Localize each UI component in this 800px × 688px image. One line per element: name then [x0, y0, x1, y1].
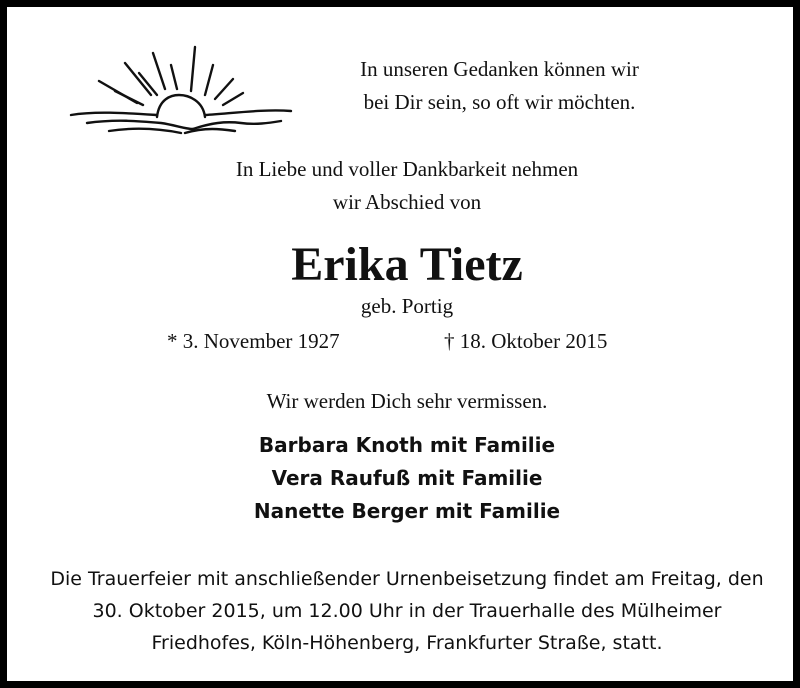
quote	[307, 53, 692, 119]
quote-line-2: bei Dir sein, so oft wir möchten.	[363, 90, 636, 114]
mourner: Barbara Knoth mit Familie	[258, 433, 556, 457]
funeral-line-1: Die Trauerfeier mit anschließender Urnenbeisetzung findet am Freitag, den	[50, 568, 764, 590]
farewell-message: Wir werden Dich sehr vermissen.	[266, 389, 548, 413]
death-date: † 18. Oktober 2015	[444, 329, 608, 353]
birth-date: * 3. November 1927	[167, 329, 340, 353]
mourner: Vera Raufuß mit Familie	[271, 466, 543, 490]
funeral-line-3: Friedhofes, Köln-Höhenberg, Frankfurter Straße, statt.	[151, 632, 663, 654]
mourners-list	[7, 429, 800, 528]
birth-name: geb. Portig	[360, 294, 454, 318]
deceased-name: Erika Tietz	[291, 238, 523, 291]
life-dates	[7, 325, 800, 357]
mourner: Nanette Berger mit Familie	[253, 499, 561, 523]
quote-line-1: In unseren Gedanken können wir	[360, 57, 639, 81]
intro-text	[7, 153, 800, 219]
intro-line-1: In Liebe und voller Dankbarkeit nehmen	[235, 157, 579, 181]
funeral-info	[7, 563, 800, 659]
rising-sun-icon	[65, 43, 295, 139]
funeral-line-2: 30. Oktober 2015, um 12.00 Uhr in der Trauerhalle des Mülheimer	[92, 600, 722, 622]
intro-line-2: wir Abschied von	[332, 190, 482, 214]
